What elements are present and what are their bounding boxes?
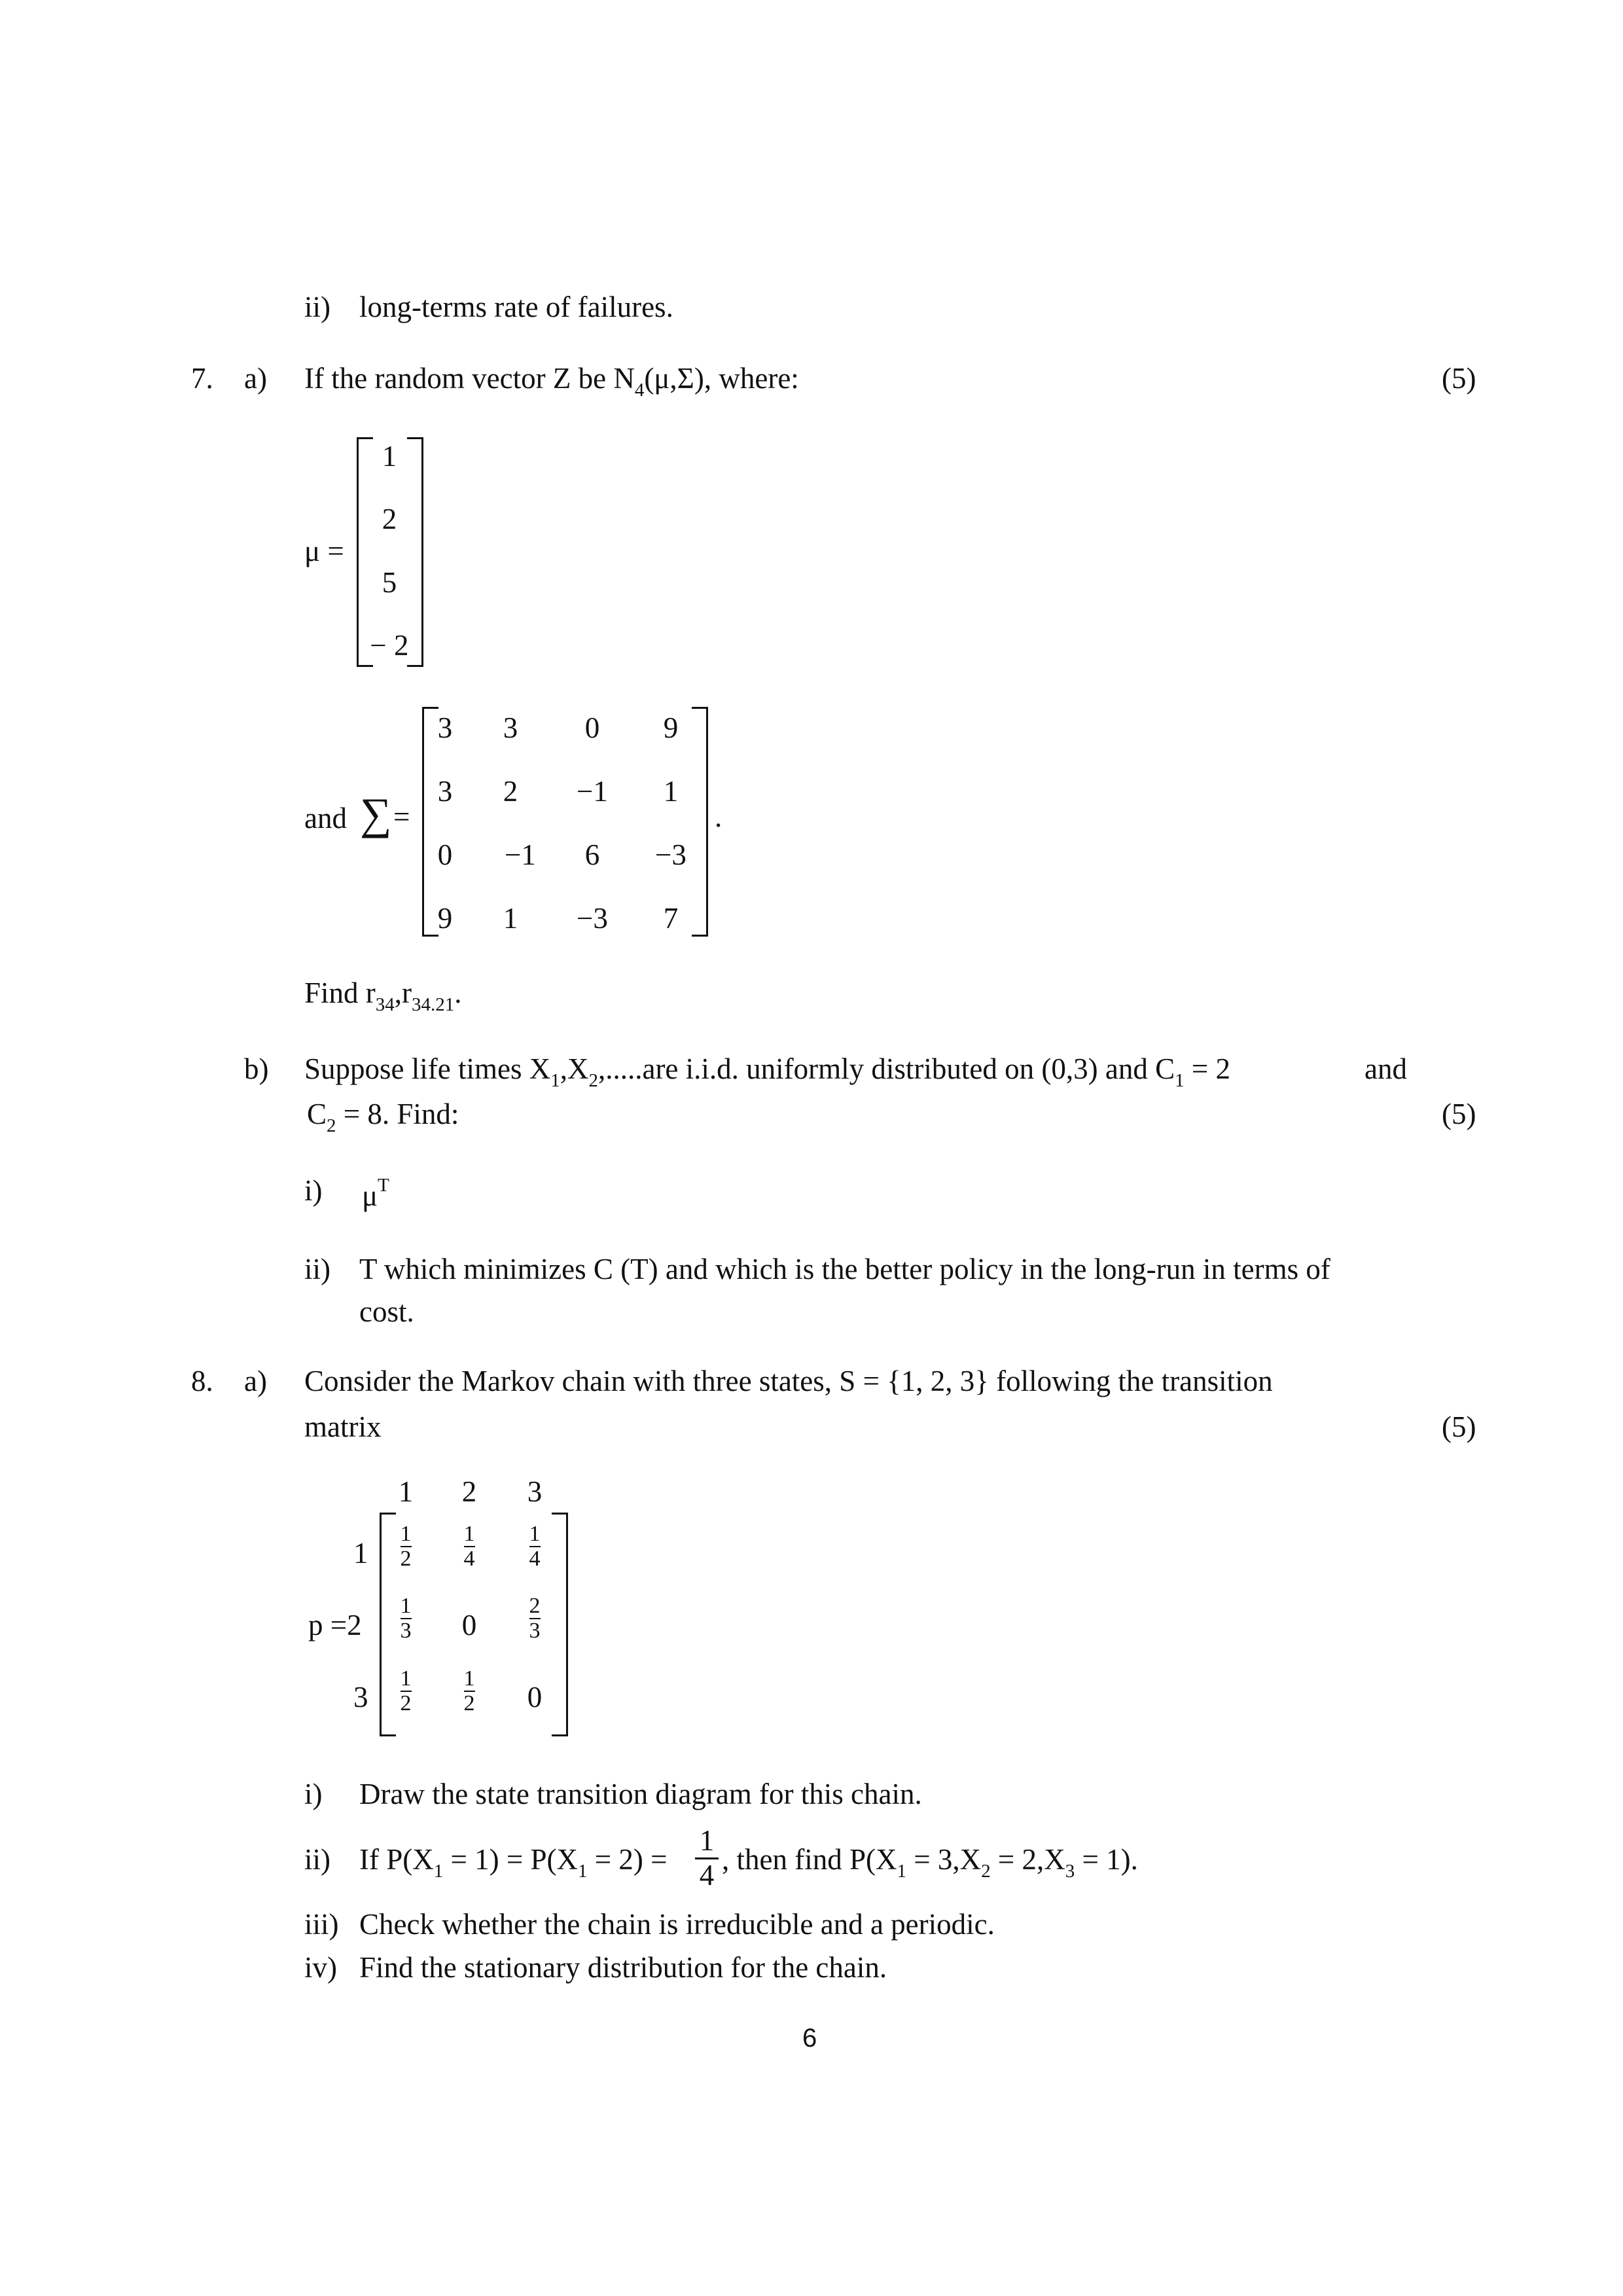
and-label: and (304, 802, 347, 834)
p-cell: $\frac{1}{4}$ (463, 1522, 475, 1571)
sigma-cell: 1 (503, 902, 518, 935)
q7b-line1: Suppose life times $X_1,X_2,.....are$ i.i.d. uniformly distributed on (0,3) and $C_1 = 2$ (304, 1052, 1230, 1091)
col-header: 2 (461, 1475, 477, 1508)
q7b-item-i-math: $\mu^T$ (362, 1175, 389, 1212)
mu-entry: 2 (382, 503, 397, 535)
q8a-line2: matrix (304, 1410, 382, 1443)
q7b-line2: $C_2 = 8$. Find: (307, 1098, 459, 1136)
sigma-equals: = (393, 800, 410, 833)
sigma-cell: 0 (437, 838, 453, 871)
p-cell: $\frac{1}{2}$ (400, 1666, 412, 1715)
mu-entry: − 2 (370, 629, 409, 662)
sigma-period: . (715, 800, 722, 833)
sigma-cell: −1 (577, 775, 608, 808)
mu-label: μ = (304, 535, 344, 567)
q8a-item-iii-text: Check whether the chain is irreducible and a periodic. (359, 1908, 995, 1941)
q7b-item-i-roman: i) (304, 1174, 323, 1207)
sigma-cell: 7 (663, 902, 679, 935)
sigma-cell: −3 (577, 902, 608, 935)
row-header: 1 (353, 1537, 368, 1570)
p-cell: 0 (527, 1681, 543, 1713)
row-header: 3 (353, 1681, 368, 1713)
q7a-find: Find $r_{34},r_{34.21}$. (304, 977, 462, 1015)
q7b-marks: (5) (1442, 1098, 1476, 1130)
q7-number: 7. (191, 362, 213, 395)
mu-entry: 5 (382, 566, 397, 599)
col-header: 1 (398, 1475, 414, 1508)
p-cell: $\frac{1}{3}$ (400, 1594, 412, 1643)
sigma-cell: 9 (663, 711, 679, 744)
mu-entry: 1 (382, 440, 397, 473)
q8-number: 8. (191, 1365, 213, 1397)
sigma-cell: 3 (437, 775, 453, 808)
prev-item-roman: ii) (304, 291, 330, 323)
q8a-item-iv-text: Find the stationary distribution for the chain. (359, 1951, 887, 1984)
sigma-cell: 6 (584, 838, 600, 871)
p-cell: 0 (461, 1609, 477, 1641)
q8a-item-i-text: Draw the state transition diagram for this chain. (359, 1778, 922, 1810)
q7b-line1-end: and (1364, 1052, 1407, 1085)
sigma-cell: 0 (584, 711, 600, 744)
sigma-cell: 3 (503, 711, 518, 744)
q7b-label: b) (244, 1052, 269, 1085)
q8a-item-ii-roman: ii) (304, 1843, 330, 1876)
q7b-item-ii-line1: T which minimizes C (T) and which is the better policy in the long-run in terms of (359, 1253, 1330, 1285)
q8a-item-iii-roman: iii) (304, 1908, 339, 1941)
q7b-item-ii-roman: ii) (304, 1253, 330, 1285)
p-bracket-right (552, 1513, 568, 1736)
sigma-cell: −1 (505, 838, 536, 871)
q8a-label: a) (244, 1365, 267, 1397)
sigma-cell: 2 (503, 775, 518, 808)
sigma-cell: 3 (437, 711, 453, 744)
q8a-item-ii-left: If $P(X_1 = 1) = P(X_1 = 2)$ = (359, 1843, 668, 1882)
p-cell: $\frac{1}{2}$ (400, 1522, 412, 1571)
q7b-item-ii-line2: cost. (359, 1295, 414, 1328)
q8a-item-i-roman: i) (304, 1778, 323, 1810)
q7a-intro: If the random vector Z be $N_4(\mu,\Sigma)$, where: (304, 362, 799, 401)
q8a-line1: Consider the Markov chain with three states, S = {1, 2, 3} following the transition (304, 1365, 1273, 1397)
q7a-label: a) (244, 362, 267, 395)
sigma-cell: 9 (437, 902, 453, 935)
page-number: 6 (802, 2024, 817, 2053)
sigma-cell: 1 (663, 775, 679, 808)
p-label: p =2 (308, 1609, 362, 1641)
col-header: 3 (527, 1475, 543, 1508)
p-cell: $\frac{1}{4}$ (529, 1522, 541, 1571)
sigma-symbol: ∑ (360, 789, 392, 838)
q8a-marks: (5) (1442, 1410, 1476, 1443)
p-cell: $\frac{2}{3}$ (529, 1594, 541, 1643)
p-cell: $\frac{1}{2}$ (463, 1666, 475, 1715)
q8a-item-ii-fraction: 1 4 (695, 1825, 719, 1892)
q8a-item-iv-roman: iv) (304, 1951, 337, 1984)
q8a-item-ii-right: , then find $P(X_1 = 3,X_2 = 2,X_3 = 1)$. (722, 1843, 1138, 1882)
sigma-cell: −3 (655, 838, 687, 871)
prev-item-text: long-terms rate of failures. (359, 291, 673, 323)
q7a-marks: (5) (1442, 362, 1476, 395)
